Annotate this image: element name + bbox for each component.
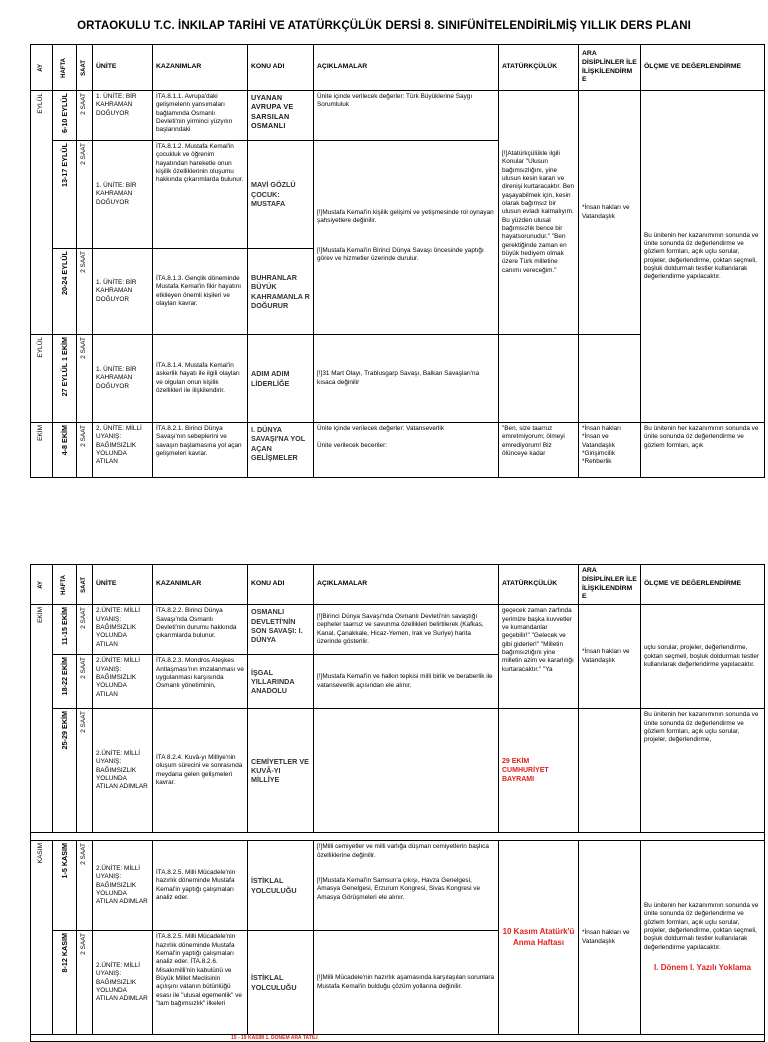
topic-cell: ADIM ADIM LİDERLİĞE	[248, 335, 314, 423]
description-text: [!]Mustafa Kemal'in kişilik gelişimi ve yetişmesinde rol oynayan şahsiyetlere değinilir.	[317, 208, 494, 225]
week-cell: 13-17 EYLÜL	[53, 141, 77, 249]
hours-cell: 2 SAAT	[77, 709, 93, 833]
description-cell	[314, 841, 499, 931]
outcome-cell: İTA.8.2.1. Birinci Dünya Savaşı'nın sebeplerini ve savaşın başlamasına yol açan gelişmeleri kavrar.	[153, 423, 248, 478]
unit-cell: 2.ÜNİTE: MİLLİ UYANIŞ: BAĞIMSIZLIK YOLUNDA ATILAN ADIMLAR	[93, 709, 153, 833]
outcome-cell: İTA.8.2.3. Mondros Ateşkes Antlaşması'nın imzalanması ve uygulanması karşısında Osmanlı yönetiminin,	[153, 655, 248, 709]
outcome-cell: İTA.8.2.2. Birinci Dünya Savaşı'nda Osmanlı Devleti'nin durumu hakkında çıkarımlarda bulunur.	[153, 605, 248, 655]
table-header-row	[31, 565, 765, 605]
header-unite: ÜNİTE	[93, 45, 153, 91]
month-cell: EKİM	[31, 423, 53, 478]
unit-cell: 1. ÜNİTE: BİR KAHRAMAN DOĞUYOR	[93, 141, 153, 249]
page-title: ORTAOKULU T.C. İNKILAP TARİHİ VE ATATÜRKÇÜLÜK DERSİ 8. SINIFÜNİTELENDİRİLMİŞ YILLIK DERS PLANI	[77, 20, 691, 32]
header-olcme: ÖLÇME VE DEĞERLENDİRME	[641, 565, 765, 605]
description-cell: Ünite içinde verilecek değerler: Türk Büyüklerine Saygı Sorumluluk	[314, 91, 499, 141]
ataturk-cell: 29 EKİM CUMHURİYET BAYRAMI	[499, 709, 579, 833]
ataturk-memorial-text: 10 Kasım Atatürk'ü Anma Haftası	[502, 927, 575, 947]
header-kazanimlar: KAZANIMLAR	[153, 565, 248, 605]
interdisciplinary-cell: *İnsan hakları ve Vatandaşlık	[579, 605, 641, 709]
description-cell	[314, 709, 499, 833]
hours-cell: 2 SAAT	[77, 931, 93, 1035]
header-saat: SAAT	[77, 45, 93, 91]
topic-cell: BUHRANLAR BÜYÜK KAHRAMANLA R DOĞURUR	[248, 249, 314, 335]
description-cell: [!]Milli Mücadele'nin hazırlık aşamasında karşılaşılan sorunlara Mustafa Kemal'in bulduğu çözüm yollarına değinilir.	[314, 931, 499, 1035]
description-cell: [!]31 Mart Olayı, Trablusgarp Savaşı, Balkan Savaşları'na kısaca değinilir	[314, 335, 499, 423]
hours-cell: 2 SAAT	[77, 141, 93, 249]
header-konu: KONU ADI	[248, 45, 314, 91]
exam-note: I. Dönem I. Yazılı Yoklama	[654, 963, 751, 973]
topic-cell: İŞGAL YILLARINDA ANADOLU	[248, 655, 314, 709]
plan-table-1	[30, 44, 765, 478]
unit-cell: 1. ÜNİTE: BİR KAHRAMAN DOĞUYOR	[93, 91, 153, 141]
week-cell: 1-5 KASIM	[53, 841, 77, 931]
topic-cell: I. DÜNYA SAVAŞI'NA YOL AÇAN GELİŞMELER	[248, 423, 314, 478]
assessment-text: Bu ünitenin her kazanımının sonunda ve ünite sonunda öz değerlendirme ve gözlem formları, açık uçlu sorular, projeler, değerlendirme, çoktan seçmeli, boşluk doldurmalı testler kullanılarak değerlendirme yapılacaktır.	[644, 902, 759, 951]
assessment-cell: Bu ünitenin her kazanımının sonunda ve ünite sonunda öz değerlendirme ve gözlem formları, açık uçlu sorular, projeler, değerlendirme,	[641, 709, 765, 833]
assessment-cell: Bu ünitenin her kazanımının sonunda ve ünite sonunda öz değerlendirme ve gözlem formları, açık	[641, 423, 765, 478]
header-ara-disiplin: ARA DİSİPLİNLER İLE İLİŞKİLENDİRM E	[579, 45, 641, 91]
week-cell: 6-10 EYLÜL	[53, 91, 77, 141]
outcome-cell: İTA.8.1.2. Mustafa Kemal'in çocukluk ve öğrenim hayatından hareketle onun kişilik özelliklerinin oluşumu hakkında çıkarımlarda bulunur.	[153, 141, 248, 249]
hours-cell: 2 SAAT	[77, 423, 93, 478]
header-saat: SAAT	[77, 565, 93, 605]
outcome-cell: İTA.8.1.3. Gençlik döneminde Mustafa Kemal'in fikir hayatını etkileyen önemli kişileri ve olayları kavrar.	[153, 249, 248, 335]
header-aciklamalar: AÇIKLAMALAR	[314, 565, 499, 605]
hours-cell: 2 SAAT	[77, 249, 93, 335]
week-cell: 4-8 EKİM	[53, 423, 77, 478]
unit-cell: 1. ÜNİTE: BİR KAHRAMAN DOĞUYOR	[93, 249, 153, 335]
unit-cell: 2.ÜNİTE: MİLLİ UYANIŞ: BAĞIMSIZLIK YOLUNDA ATILAN	[93, 605, 153, 655]
week-cell: 27 EYLÜL 1 EKİM	[53, 335, 77, 423]
ataturk-cell: [!]Atatürkçülükle ilgili Konular "Ulusun bağımsızlığını, yine ulusun kesin kararı ve direnişi kurtaracaktır. Ben yaşayabilmek için, kesin olarak bağımsız bir ulusun evladı kalmalıyım. Bu yüzden ulusal bağımsızlık bence bir hayatsorunudur." "Ben gerektiğinde zaman en büyük hediyem olmak üzere Türk milletine canımı vereceğim."	[499, 91, 579, 335]
outcome-cell: İTA.8.1.1. Avrupa'daki gelişmelerin yansımaları bağlamında Osmanlı Devleti'nin yirminci yüzyılın başlarındaki	[153, 91, 248, 141]
table-row	[31, 709, 765, 833]
description-text: [!]Milli cemiyetler ve milli varlığa düşman cemiyetlerin başlıca özelliklerine değinilir.	[317, 843, 489, 859]
ataturk-cell: geçecek zaman zarfında yerimize başka kuvvetler ve kumandanlar geçebilir!" "Gelecek ve gibi giderler!" "Milletin bağımsızlığını yine milletin azim ve kararlılığı kurtaracaktır." "Ya	[499, 605, 579, 709]
table-row	[31, 91, 765, 141]
unit-cell: 2.ÜNİTE: MİLLİ UYANIŞ: BAĞIMSIZLIK YOLUNDA ATILAN	[93, 655, 153, 709]
hours-cell: 2 SAAT	[77, 655, 93, 709]
header-olcme: ÖLÇME VE DEĞERLENDİRME	[641, 45, 765, 91]
hours-cell: 2 SAAT	[77, 605, 93, 655]
header-unite: ÜNİTE	[93, 565, 153, 605]
header-ay: AY	[31, 565, 53, 605]
ataturk-cell: "Ben, size taarruz emretmiyorum; ölmeyi emrediyorum! Biz ölünceye kadar	[499, 423, 579, 478]
topic-cell: UYANAN AVRUPA VE SARSILAN OSMANLI	[248, 91, 314, 141]
unit-cell: 2.ÜNİTE: MİLLİ UYANIŞ: BAĞIMSIZLIK YOLUNDA ATILAN ADIMLAR	[93, 841, 153, 931]
unit-cell: 1. ÜNİTE: BİR KAHRAMAN DOĞUYOR	[93, 335, 153, 423]
table-row	[31, 605, 765, 655]
week-cell: 25-29 EKİM	[53, 709, 77, 833]
description-cell: [!]Birinci Dünya Savaşı'nda Osmanlı Devleti'nin savaştığı cepheler taarruz ve savunma özellikleri belirtilerek (Kafkas, Kanal, Çanakkale, Hicaz-Yemen, Irak ve Suriye) harita üzerinde gösterilir.	[314, 605, 499, 655]
footer-row	[31, 1035, 765, 1042]
spacer-cell	[31, 833, 765, 841]
month-cell: KASIM	[31, 841, 53, 1035]
header-ay: AY	[31, 45, 53, 91]
description-text: [!]Mustafa Kemal'in Samsun'a çıkışı, Havza Genelgesi, Amasya Genelgesi, Erzurum Kongresi, Sivas Kongresi ve Amasya Görüşmeleri ele alınır.	[317, 876, 481, 901]
month-cell: EYLÜL	[31, 335, 53, 423]
week-cell: 18-22 EKİM	[53, 655, 77, 709]
month-cell: EKİM	[31, 605, 53, 833]
header-ataturkculuk: ATATÜRKÇÜLÜK	[499, 45, 579, 91]
description-cell: [!]Mustafa Kemal'in ve halkın tepkisi milli birlik ve beraberlik ile vatanseverlik açısından ele alınır.	[314, 655, 499, 709]
ataturk-cell	[499, 841, 579, 1035]
week-cell: 8-12 KASIM	[53, 931, 77, 1035]
topic-cell: CEMİYETLER VE KUVÂ-YI MİLLİYE	[248, 709, 314, 833]
interdisciplinary-cell	[579, 709, 641, 833]
assessment-cell: Bu ünitenin her kazanımının sonunda ve ünite sonunda öz değerlendirme ve gözlem formları, açık uçlu sorular, projeler, değerlendirme, çoktan seçmeli, boşluk doldurmalı testler kullanılarak değerlendirme yapılacaktır.	[641, 91, 765, 423]
footer-note: 15 - 19 KASIM 1. DÖNEM ARA TATİLİ	[31, 1035, 765, 1042]
interdisciplinary-cell: *İnsan hakları ve Vatandaşlık	[579, 841, 641, 1035]
description-text: Ünite içinde verilecek değerler: Vatanseverlik	[317, 425, 445, 432]
ataturk-cell	[499, 335, 579, 423]
outcome-cell: İTA.8.1.4. Mustafa Kemal'in askerlik hayatı ile ilgili olayları ve olguları onun kişilik özellikleri ile ilişkilendirir.	[153, 335, 248, 423]
assessment-cell: uçlu sorular, projeler, değerlendirme, çoktan seçmeli, boşluk doldurmalı testler kullanılarak değerlendirme yapılacaktır.	[641, 605, 765, 709]
description-cell	[314, 423, 499, 478]
topic-cell: MAVİ GÖZLÜ ÇOCUK: MUSTAFA	[248, 141, 314, 249]
table-row	[31, 841, 765, 931]
week-cell: 11-15 EKİM	[53, 605, 77, 655]
header-ara-disiplin: ARA DİSİPLİNLER İLE İLİŞKİLENDİRM E	[579, 565, 641, 605]
header-konu: KONU ADI	[248, 565, 314, 605]
spacer-row	[31, 833, 765, 841]
topic-cell: İSTİKLAL YOLCULUĞU	[248, 931, 314, 1035]
interdisciplinary-cell: *İnsan hakları *İnsan ve Vatandaşlık *Girişimcilik *Rehberlik	[579, 423, 641, 478]
table-header-row	[31, 45, 765, 91]
interdisciplinary-cell: *İnsan hakları ve Vatandaşlık	[579, 91, 641, 335]
header-aciklamalar: AÇIKLAMALAR	[314, 45, 499, 91]
unit-cell: 2. ÜNİTE: MİLLİ UYANIŞ: BAĞIMSIZLIK YOLUNDA ATILAN	[93, 423, 153, 478]
table-row	[31, 423, 765, 478]
description-cell	[314, 141, 499, 335]
hours-cell: 2 SAAT	[77, 841, 93, 931]
unit-cell: 2.ÜNİTE: MİLLİ UYANIŞ: BAĞIMSIZLIK YOLUNDA ATILAN ADIMLAR	[93, 931, 153, 1035]
header-kazanimlar: KAZANIMLAR	[153, 45, 248, 91]
outcome-cell: İTA.8.2.5. Milli Mücadele'nin hazırlık döneminde Mustafa Kemal'in yaptığı çalışmaları analiz eder.	[153, 841, 248, 931]
outcome-cell: İTA.8.2.5. Milli Mücadele'nin hazırlık döneminde Mustafa Kemal'in yaptığı çalışmaları analiz eder. İTA.8.2.6. Misakımilli'nin kabulünü ve Büyük Millet Meclisinin açılışını vatanın bütünlüğü esası ile "ulusal egemenlik" ve "tam bağımsızlık" ilkeleri	[153, 931, 248, 1035]
interdisciplinary-cell	[579, 335, 641, 423]
hours-cell: 2 SAAT	[77, 91, 93, 141]
header-ataturkculuk: ATATÜRKÇÜLÜK	[499, 565, 579, 605]
outcome-cell: İTA 8.2.4. Kuvâ-yı Milliye'nin oluşum sürecini ve sonrasında meydana gelen gelişmeleri kavrar.	[153, 709, 248, 833]
description-text: [!]Mustafa Kemal'in Birinci Dünya Savaşı öncesinde yaptığı görev ve hizmetler üzerinde durulur.	[317, 246, 484, 262]
hours-cell: 2 SAAT	[77, 335, 93, 423]
assessment-cell	[641, 841, 765, 1035]
header-hafta: HAFTA	[53, 45, 77, 91]
description-text: Ünite verilecek beceriler:	[317, 442, 387, 450]
week-cell: 20-24 EYLÜL	[53, 249, 77, 335]
topic-cell: İSTİKLAL YOLCULUĞU	[248, 841, 314, 931]
plan-table-2	[30, 564, 765, 1042]
header-hafta: HAFTA	[53, 565, 77, 605]
topic-cell: OSMANLI DEVLETİ'NİN SON SAVAŞI: I. DÜNYA	[248, 605, 314, 655]
month-cell: EYLÜL	[31, 91, 53, 335]
